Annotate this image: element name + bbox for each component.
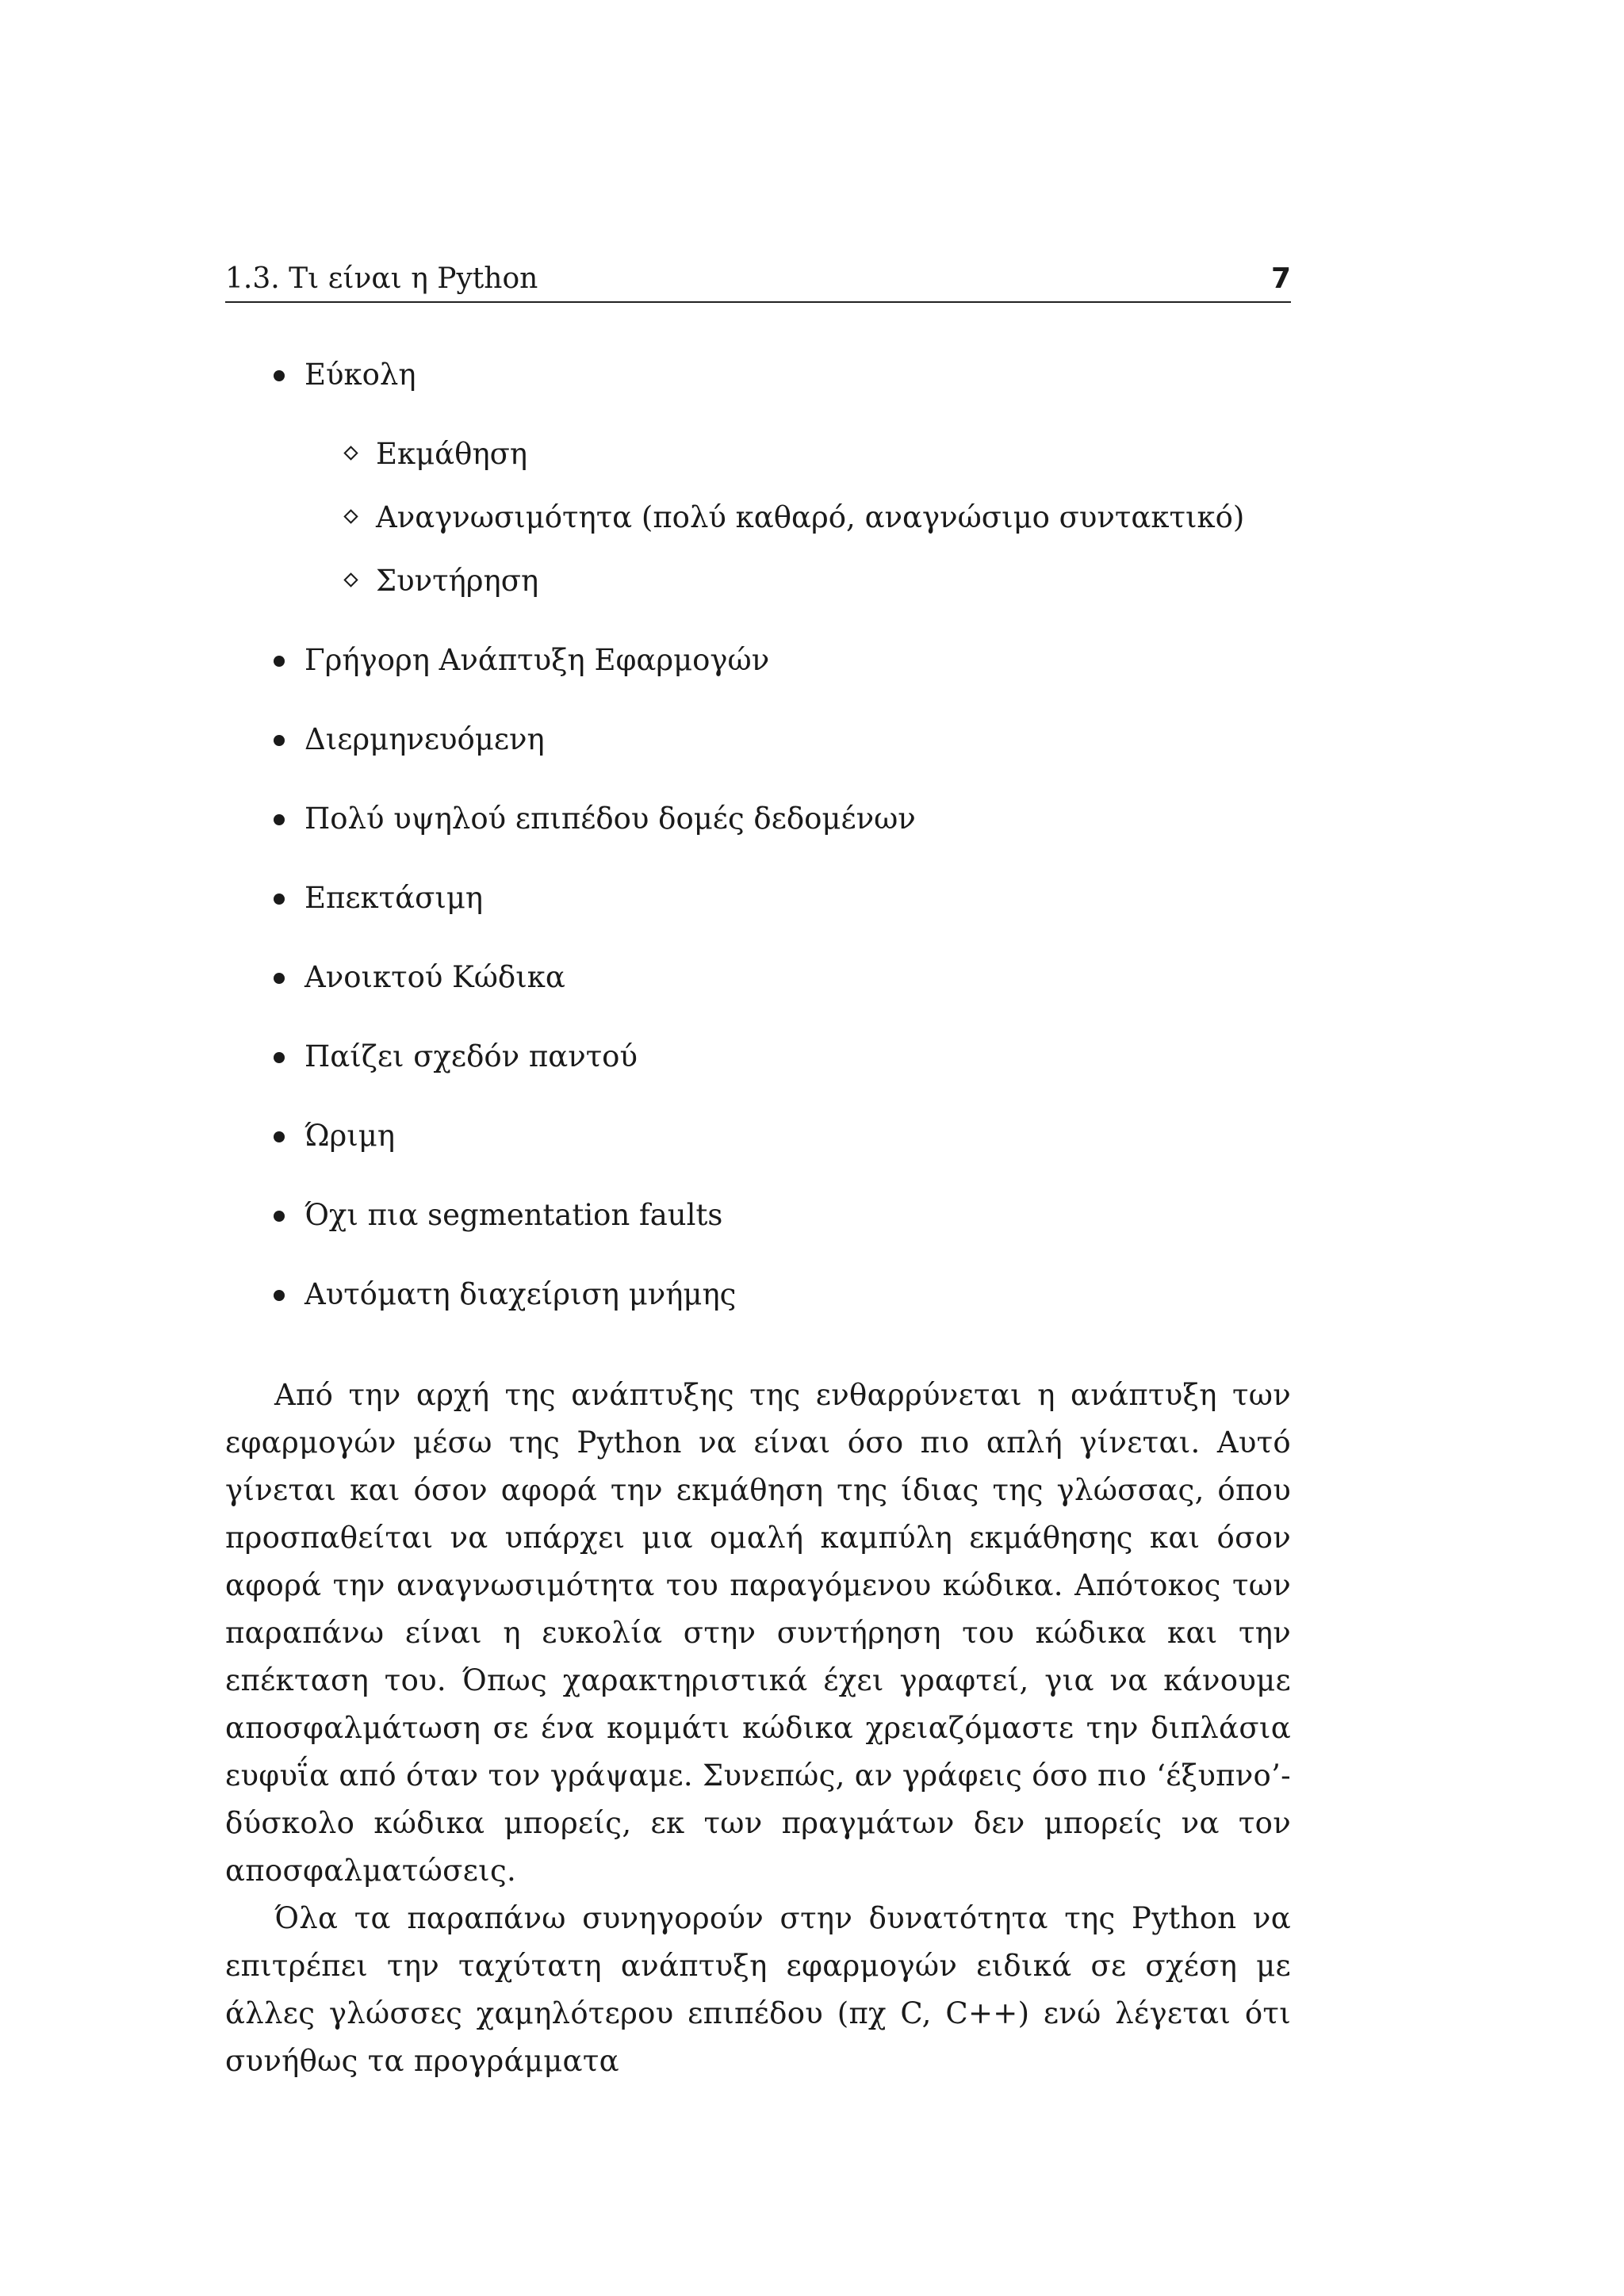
bullet-icon <box>271 958 287 997</box>
diamond-bullet-icon <box>343 446 358 460</box>
section-title: 1.3. Τι είναι η Python <box>225 262 538 295</box>
list-item <box>225 355 1291 601</box>
bullet-icon <box>271 641 287 680</box>
list-item-label: Διερμηνευόμενη <box>304 722 545 756</box>
bullet-icon <box>271 1275 287 1314</box>
list-item-label: Ανοικτού Κώδικα <box>304 960 565 994</box>
sub-list-item-label: Συντήρηση <box>376 564 539 598</box>
bullet-icon <box>271 799 287 839</box>
diamond-bullet-icon <box>343 572 358 587</box>
bullet-icon <box>271 1116 287 1156</box>
paragraph: Από την αρχή της ανάπτυξης της ενθαρρύνεται η ανάπτυξη των εφαρμογών μέσω της Python να είναι όσο πιο απλή γίνεται. Αυτό γίνεται και όσον αφορά την εκμάθηση της ίδιας της γλώσσας, όπου προσπαθείται να υπάρχει μια ομαλή καμπύλη εκμάθησης και όσον αφορά την αναγνωσιμότητα του παραγόμενου κώδικα. Απότοκος των παραπάνω είναι η ευκολία στην συντήρηση του κώδικα και την επέκταση του. Όπως χαρακτηριστικά έχει γραφτεί, για να κάνουμε αποσφαλμάτωση σε ένα κομμάτι κώδικα χρειαζόμαστε την διπλάσια ευφυΐα από όταν τον γράψαμε. Συνεπώς, αν γράφεις όσο πιο ‘έξυπνο’-δύσκολο κώδικα μπορείς, εκ των πραγμάτων δεν μπορείς να τον αποσφαλματώσεις. <box>225 1378 1291 1888</box>
bullet-icon <box>271 720 287 760</box>
list-item <box>225 1037 1291 1077</box>
list-item-label: Γρήγορη Ανάπτυξη Εφαρμογών <box>304 643 770 677</box>
list-item <box>225 1275 1291 1314</box>
bullet-icon <box>271 878 287 918</box>
sub-list-item-label: Αναγνωσιμότητα (πολύ καθαρό, αναγνώσιμο συντακτικό) <box>376 500 1245 534</box>
list-item-label: Όχι πια segmentation faults <box>304 1198 723 1232</box>
running-header <box>225 260 1291 303</box>
sub-list-item-label: Εκμάθηση <box>376 437 528 471</box>
list-item <box>225 878 1291 918</box>
list-item <box>225 799 1291 839</box>
list-item <box>225 720 1291 760</box>
list-item-label: Επεκτάσιμη <box>304 881 484 915</box>
paragraph: Όλα τα παραπάνω συνηγορούν στην δυνατότητα της Python να επιτρέπει την ταχύτατη ανάπτυξη εφαρμογών ειδικά σε σχέση με άλλες γλώσσες χαμηλότερου επιπέδου (πχ C, C++) ενώ λέγεται ότι συνήθως τα προγράμματα <box>225 1901 1291 2078</box>
body-text <box>225 1372 1291 2085</box>
document-page <box>225 0 1291 2296</box>
list-item <box>225 958 1291 997</box>
bullet-icon <box>271 355 287 395</box>
sub-list-item <box>225 498 1291 538</box>
sub-list-item <box>225 434 1291 474</box>
page-number: 7 <box>1270 262 1291 295</box>
list-item-label: Αυτόματη διαχείριση μνήμης <box>304 1277 737 1311</box>
bullet-icon <box>271 1037 287 1077</box>
list-item <box>225 641 1291 680</box>
diamond-bullet-icon <box>343 509 358 523</box>
list-item-label: Πολύ υψηλού επιπέδου δομές δεδομένων <box>304 802 916 836</box>
bullet-icon <box>271 1196 287 1235</box>
sub-list-item <box>225 561 1291 601</box>
list-item <box>225 1196 1291 1235</box>
list-item-label: Ώριμη <box>304 1119 396 1153</box>
sub-list <box>225 434 1291 601</box>
list-item-label: Παίζει σχεδόν παντού <box>304 1039 638 1073</box>
list-item <box>225 1116 1291 1156</box>
list-item-label: Εύκολη <box>304 358 416 392</box>
feature-list <box>225 355 1291 1314</box>
